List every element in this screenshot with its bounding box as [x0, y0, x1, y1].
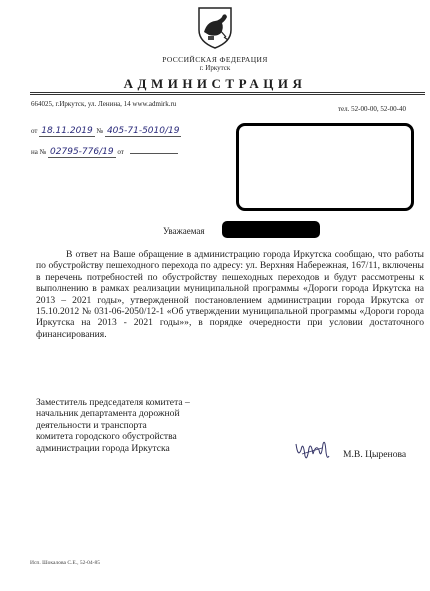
- position-line: администрации города Иркутска: [36, 442, 170, 454]
- header-rule-bottom: [30, 94, 425, 95]
- coat-of-arms-emblem: [195, 4, 235, 50]
- outgoing-reference: [31, 126, 181, 136]
- address-line: 664025, г.Иркутск, ул. Ленина, 14 www.admirk.ru: [31, 100, 177, 108]
- signature-block: [36, 397, 190, 454]
- number-label: №: [96, 127, 104, 135]
- handwritten-signature: [292, 436, 332, 466]
- greeting: Уважаемая: [163, 226, 205, 236]
- phones-line: тел. 52-00-00, 52-00-40: [338, 105, 406, 113]
- city-name: г. Иркутск: [199, 64, 231, 72]
- body-paragraph: В ответ на Ваше обращение в администрацию города Иркутска сообщаю, что работы по обустройству пешеходного перехода по адресу: ул. Верхняя Набережная, 167/11, включены в перечень потребностей по обустройству пешеходных переходов и будут рассмотрены к выполнению в рамках реализации муниципальной программы «Дороги города Иркутска на 2013 – 2021 годы», утвержденной постановлением администрации города Иркутска от 15.10.2012 № 031-06-2050/12-1 «Об утверждении муниципальной программы «Дороги города Иркутска на 2013 - 2021 годы»», в порядке очередности при условии достаточного финансирования.: [36, 249, 424, 340]
- reply-date-blank: [130, 145, 178, 154]
- from-label: от: [31, 127, 38, 135]
- letter-date: 18.11.2019: [41, 126, 93, 136]
- position-line: деятельности и транспорта: [36, 419, 147, 431]
- redacted-name-bar: [222, 221, 320, 238]
- letter-number: 405-71-5010/19: [106, 126, 180, 136]
- redacted-addressee-box: [236, 123, 414, 211]
- reply-number: 02795-776/19: [50, 147, 114, 157]
- reply-label: на №: [31, 148, 47, 156]
- position-line: Заместитель председателя комитета –: [36, 397, 190, 408]
- letter-body: [36, 249, 424, 340]
- country-name: РОССИЙСКАЯ ФЕДЕРАЦИЯ: [162, 55, 268, 64]
- incoming-reference: [31, 145, 178, 157]
- signer-name: М.В. Цыренова: [343, 449, 407, 460]
- executor-info: Исп. Шокалова С.Е., 52-04-85: [30, 560, 101, 566]
- position-line: начальник департамента дорожной: [36, 408, 180, 420]
- reply-from-label: от: [117, 148, 124, 156]
- position-line: комитета городского обустройства: [36, 431, 177, 443]
- organization-title: АДМИНИСТРАЦИЯ: [123, 76, 307, 91]
- header-rule-top: [30, 92, 425, 93]
